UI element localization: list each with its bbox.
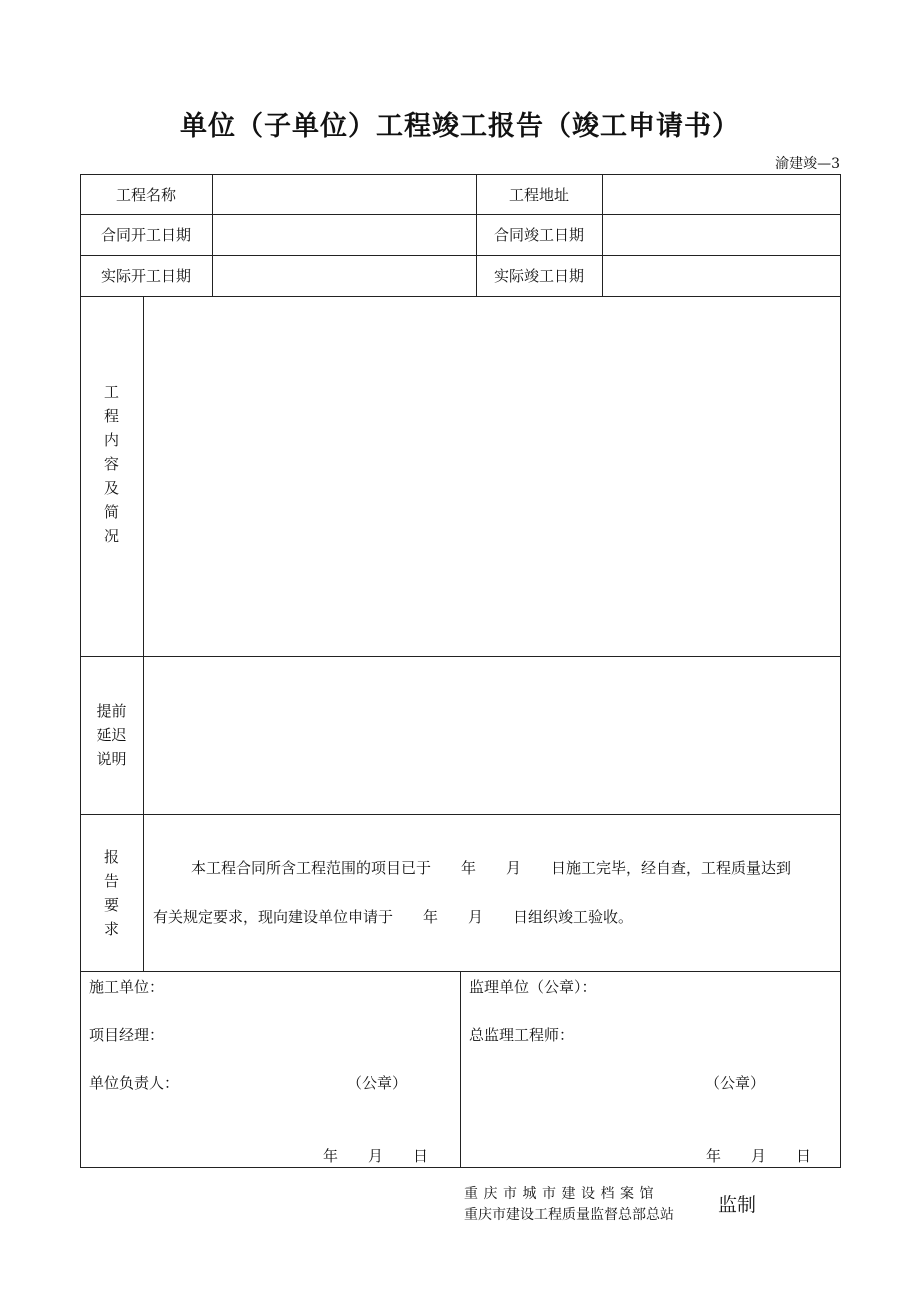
project-name-label: 工程名称 [115,185,176,204]
contractor-unit-label: 施工单位： [89,978,165,996]
report-section-label [80,845,143,941]
content-field[interactable] [143,296,841,656]
label-char: 告 [103,872,119,890]
row-divider [80,814,841,815]
footer-org-archive: 重庆市城市建设档案馆 [464,1186,659,1202]
project-manager-label: 项目经理： [89,1026,165,1044]
report-text-line1: 本工程合同所含工程范围的项目已于 年 月 日施工完毕，经自查，工程质量达到 [191,859,792,877]
supervisor-seal: （公章） [705,1074,766,1092]
project-address-label: 工程地址 [508,185,569,204]
contractor-seal: （公章） [347,1074,408,1092]
footer-issued: 监制 [718,1194,757,1216]
supervisor-unit-label: 监理单位（公章）： [469,978,597,996]
page-title: 单位（子单位）工程竣工报告（竣工申请书） [180,111,740,142]
project-address-field[interactable] [602,174,841,214]
chief-engineer-label: 总监理工程师： [469,1026,575,1044]
label-char: 求 [103,920,119,938]
label-line: 延迟 [96,726,127,744]
col-divider [460,971,461,1168]
footer-org-quality: 重庆市建设工程质量监督总部总站 [464,1207,674,1223]
contract-completion-label: 合同竣工日期 [493,226,584,244]
label-char: 程 [103,407,119,425]
actual-completion-field[interactable] [602,255,841,296]
label-char: 容 [103,455,119,473]
label-char: 工 [103,383,119,401]
label-line: 提前 [96,702,127,720]
actual-start-label: 实际开工日期 [100,267,191,285]
supervisor-date: 年 月 日 [706,1147,812,1165]
report-text-line2: 有关规定要求，现向建设单位申请于 年 月 日组织竣工验收。 [153,908,634,926]
contractor-date: 年 月 日 [323,1147,429,1165]
label-char: 况 [103,527,119,545]
unit-head-label: 单位负责人： [89,1074,180,1092]
delay-field[interactable] [143,656,841,814]
content-section-label [80,380,143,548]
label-line: 说明 [96,750,127,768]
delay-section-label [80,699,143,771]
contract-start-label: 合同开工日期 [100,226,191,244]
project-name-field[interactable] [212,174,476,214]
label-char: 及 [103,479,119,497]
actual-start-field[interactable] [212,255,476,296]
actual-completion-label: 实际竣工日期 [493,267,584,285]
label-char: 要 [103,896,119,914]
form-code: 渝建竣—3 [775,156,840,172]
label-char: 简 [103,503,119,521]
label-char: 报 [103,848,119,866]
contract-completion-field[interactable] [602,214,841,255]
contract-start-field[interactable] [212,214,476,255]
label-char: 内 [103,431,119,449]
